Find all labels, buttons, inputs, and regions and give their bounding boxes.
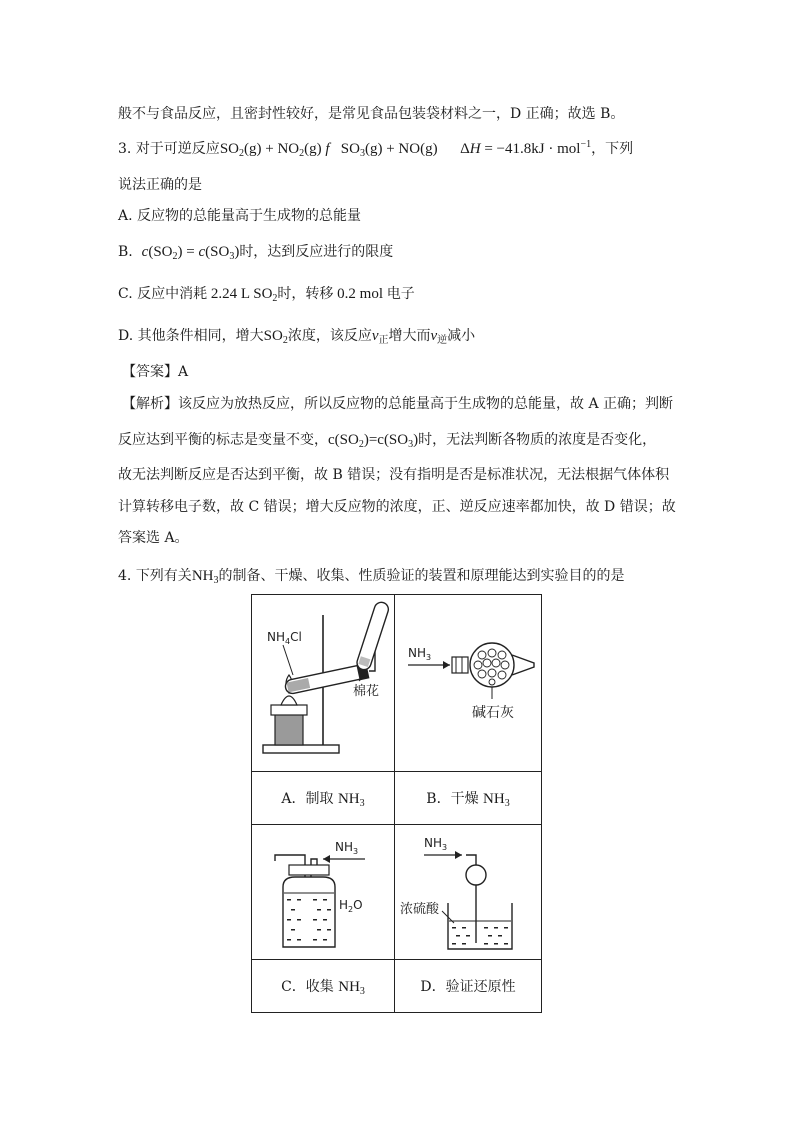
- q4-stem-post: 的制备、干燥、收集、性质验证的装置和原理能达到实验目的的是: [218, 568, 625, 584]
- option-c-caption: C．收集 $NH_3$: [252, 960, 395, 1013]
- q3-option-c-end: 电子: [386, 286, 415, 302]
- water-label: $H_2O$: [339, 898, 363, 914]
- q3-number: 3.: [118, 141, 132, 157]
- q3-option-d: [118, 326, 475, 346]
- option-a-caption: A．制取 $NH_3$: [252, 772, 395, 825]
- gas-collection-bottle: [253, 825, 393, 955]
- nh3-gas-label-b: $NH_3$: [408, 646, 432, 662]
- q3-option-d-vreverse: $v_逆$: [430, 328, 448, 346]
- q3-option-d-so2: $SO_2$: [263, 328, 288, 346]
- q3-option-a: A. 反应物的总能量高于生成物的总能量: [118, 208, 362, 224]
- option-b-caption: B．干燥 $NH_3$: [395, 772, 542, 825]
- q3-option-c-mid: 时，转移: [277, 286, 334, 302]
- ammonia-preparation-apparatus: [253, 595, 393, 767]
- q3-stem-pre: 对于可逆反应: [135, 141, 220, 157]
- q3-option-b: [118, 242, 393, 262]
- q3-equation: $SO_2(g) + NO_2(g)$ f $SO_3(g) + NO(g)$ ΔH = −41.8kJ · mol$^{-1}$: [219, 139, 592, 159]
- q3-option-d-end: 减小: [447, 328, 476, 344]
- q3-analysis-line3: 故无法判断反应是否达到平衡，故 B 错误；没有指明是否是标准状况，无法根据气体体积: [118, 467, 670, 483]
- conc-sulfuric-acid-label: 浓硫酸: [400, 902, 440, 917]
- q3-stem-post: ，下列: [591, 141, 634, 157]
- q3-analysis-line1: [122, 394, 673, 414]
- drying-tube-apparatus: [396, 595, 540, 767]
- nh3-gas-label-d: $NH_3$: [424, 836, 448, 852]
- q3-option-d-label: D. 其他条件相同，增大: [118, 328, 264, 344]
- option-c-figure: [252, 825, 395, 960]
- q3-option-c-volume: 2.24 L $SO_2$: [207, 286, 278, 304]
- soda-lime-label: 碱石灰: [472, 705, 514, 721]
- q3-option-d-vforward: $v_正$: [371, 328, 389, 346]
- q3-option-c-amount: 0.2 mol: [333, 286, 387, 302]
- q3-analysis-text1: 该反应为放热反应，所以反应物的总能量高于生成物的总能量，故 A 正确；判断: [178, 396, 674, 412]
- q3-analysis-line4: 计算转移电子数，故 C 错误；增大反应物的浓度，正、逆反应速率都加快，故 D 错误；故: [118, 499, 676, 515]
- q3-stem: [118, 139, 633, 159]
- q3-option-c: [118, 284, 415, 304]
- option-c-caption-text: C．收集: [281, 979, 334, 995]
- q3-analysis-line5: 答案选 A。: [118, 530, 189, 546]
- option-d-caption: [395, 960, 542, 1013]
- q3-option-c-label: C. 反应中消耗: [118, 286, 208, 302]
- nh4cl-label: $NH_4Cl$: [267, 630, 302, 646]
- nh3-gas-label-c: $NH_3$: [335, 840, 359, 856]
- option-b-caption-text: B．干燥: [426, 791, 479, 807]
- option-d-figure: [395, 825, 542, 960]
- q4-stem-pre: 下列有关: [135, 568, 192, 584]
- q3-analysis-line2: [118, 430, 656, 450]
- option-a-caption-text: A．制取: [281, 791, 334, 807]
- q4-number: 4.: [118, 568, 132, 584]
- option-a-figure: [252, 595, 395, 772]
- option-b-figure: [395, 595, 542, 772]
- q3-option-b-text: 时，达到反应进行的限度: [239, 244, 394, 260]
- q3-answer: 【答案】A: [122, 364, 189, 380]
- q3-analysis-text2-pre: 反应达到平衡的标志是变量不变，: [118, 432, 328, 448]
- q3-option-d-mid2: 增大而: [388, 328, 431, 344]
- q3-option-b-label: B.: [118, 244, 133, 260]
- q3-stem-line2: 说法正确的是: [118, 177, 202, 193]
- q3-option-b-formula: $c(SO_2) = c(SO_3)$: [141, 244, 240, 262]
- option-d-caption-text: D．验证还原性: [420, 979, 516, 995]
- prev-answer-tail: 般不与食品反应，且密封性较好，是常见食品包装袋材料之一，D 正确；故选 B。: [118, 106, 625, 122]
- cotton-label: 棉花: [353, 684, 380, 699]
- q3-option-d-mid: 浓度，该反应: [287, 328, 372, 344]
- reducing-property-apparatus: [396, 825, 540, 955]
- q4-options-table: [251, 594, 542, 1013]
- q3-analysis-text2-post: 时，无法判断各物质的浓度是否变化，: [418, 432, 657, 448]
- q3-analysis-formula: $c(SO_2)=c(SO_3)$: [328, 432, 419, 450]
- q3-analysis-label: 【解析】: [122, 396, 178, 412]
- q4-stem: [118, 566, 624, 586]
- q4-stem-nh3: $NH_3$: [191, 568, 219, 586]
